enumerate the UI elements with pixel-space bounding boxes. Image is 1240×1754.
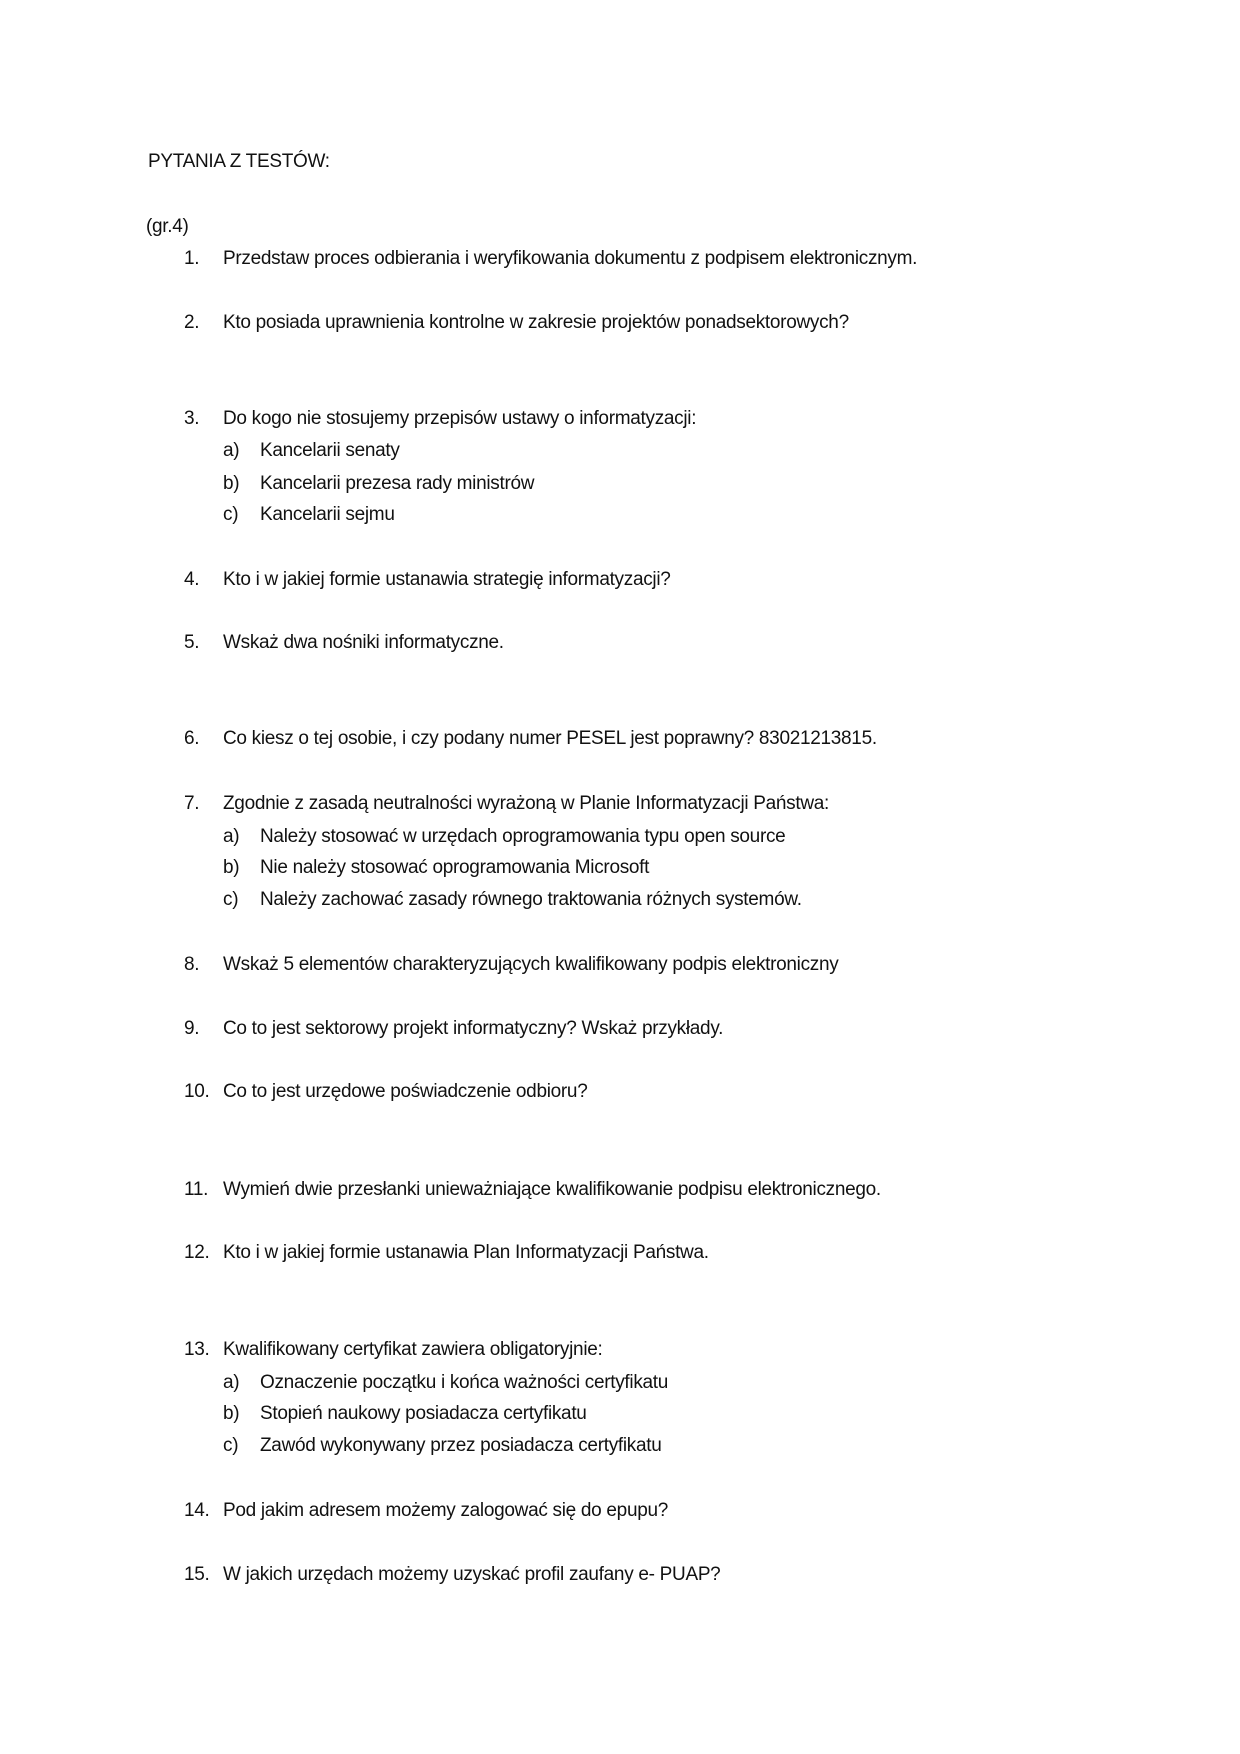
question-text: Przedstaw proces odbierania i weryfikowania dokumentu z podpisem elektronicznym. (223, 248, 918, 269)
question-number: 6. (184, 728, 200, 749)
option-letter: b) (223, 1403, 240, 1424)
question-text: Kwalifikowany certyfikat zawiera obligatoryjnie: (223, 1339, 603, 1360)
question-number: 14. (184, 1500, 210, 1521)
option-letter: a) (223, 440, 240, 461)
question-number: 15. (184, 1564, 210, 1585)
document-heading: PYTANIA Z TESTÓW: (148, 151, 330, 172)
option-text: Oznaczenie początku i końca ważności certyfikatu (260, 1372, 669, 1393)
option-letter: a) (223, 1372, 240, 1393)
question-text: Wymień dwie przesłanki unieważniające kwalifikowanie podpisu elektronicznego. (223, 1179, 881, 1200)
question-number: 12. (184, 1242, 210, 1263)
question-text: Do kogo nie stosujemy przepisów ustawy o informatyzacji: (223, 408, 697, 429)
option-letter: c) (223, 1435, 239, 1456)
question-number: 5. (184, 632, 200, 653)
question-text: Co kiesz o tej osobie, i czy podany numer PESEL jest poprawny? 83021213815. (223, 728, 877, 749)
question-text: Wskaż 5 elementów charakteryzujących kwalifikowany podpis elektroniczny (223, 954, 839, 975)
question-text: Kto i w jakiej formie ustanawia Plan Informatyzacji Państwa. (223, 1242, 709, 1263)
option-text: Należy stosować w urzędach oprogramowania typu open source (260, 826, 786, 847)
question-text: Zgodnie z zasadą neutralności wyrażoną w Planie Informatyzacji Państwa: (223, 793, 830, 814)
question-text: W jakich urzędach możemy uzyskać profil zaufany e- PUAP? (223, 1564, 721, 1585)
option-text: Zawód wykonywany przez posiadacza certyfikatu (260, 1435, 662, 1456)
question-text: Co to jest urzędowe poświadczenie odbioru? (223, 1081, 588, 1102)
question-text: Co to jest sektorowy projekt informatyczny? Wskaż przykłady. (223, 1018, 724, 1039)
option-text: Należy zachować zasady równego traktowania różnych systemów. (260, 889, 802, 910)
question-number: 8. (184, 954, 200, 975)
question-number: 11. (184, 1179, 209, 1200)
option-letter: c) (223, 889, 239, 910)
group-label: (gr.4) (146, 216, 189, 237)
question-text: Kto i w jakiej formie ustanawia strategię informatyzacji? (223, 569, 671, 590)
option-text: Nie należy stosować oprogramowania Microsoft (260, 857, 650, 878)
question-text: Kto posiada uprawnienia kontrolne w zakresie projektów ponadsektorowych? (223, 312, 849, 333)
question-text: Pod jakim adresem możemy zalogować się do epupu? (223, 1500, 669, 1521)
option-text: Kancelarii prezesa rady ministrów (260, 473, 535, 494)
option-text: Stopień naukowy posiadacza certyfikatu (260, 1403, 587, 1424)
question-number: 9. (184, 1018, 200, 1039)
question-number: 1. (184, 248, 200, 269)
question-number: 7. (184, 793, 200, 814)
question-number: 3. (184, 408, 200, 429)
option-text: Kancelarii sejmu (260, 504, 395, 525)
option-text: Kancelarii senaty (260, 440, 400, 461)
question-number: 10. (184, 1081, 210, 1102)
question-number: 13. (184, 1339, 210, 1360)
question-number: 2. (184, 312, 200, 333)
question-number: 4. (184, 569, 200, 590)
option-letter: b) (223, 857, 240, 878)
question-text: Wskaż dwa nośniki informatyczne. (223, 632, 504, 653)
option-letter: b) (223, 473, 240, 494)
option-letter: a) (223, 826, 240, 847)
option-letter: c) (223, 504, 239, 525)
